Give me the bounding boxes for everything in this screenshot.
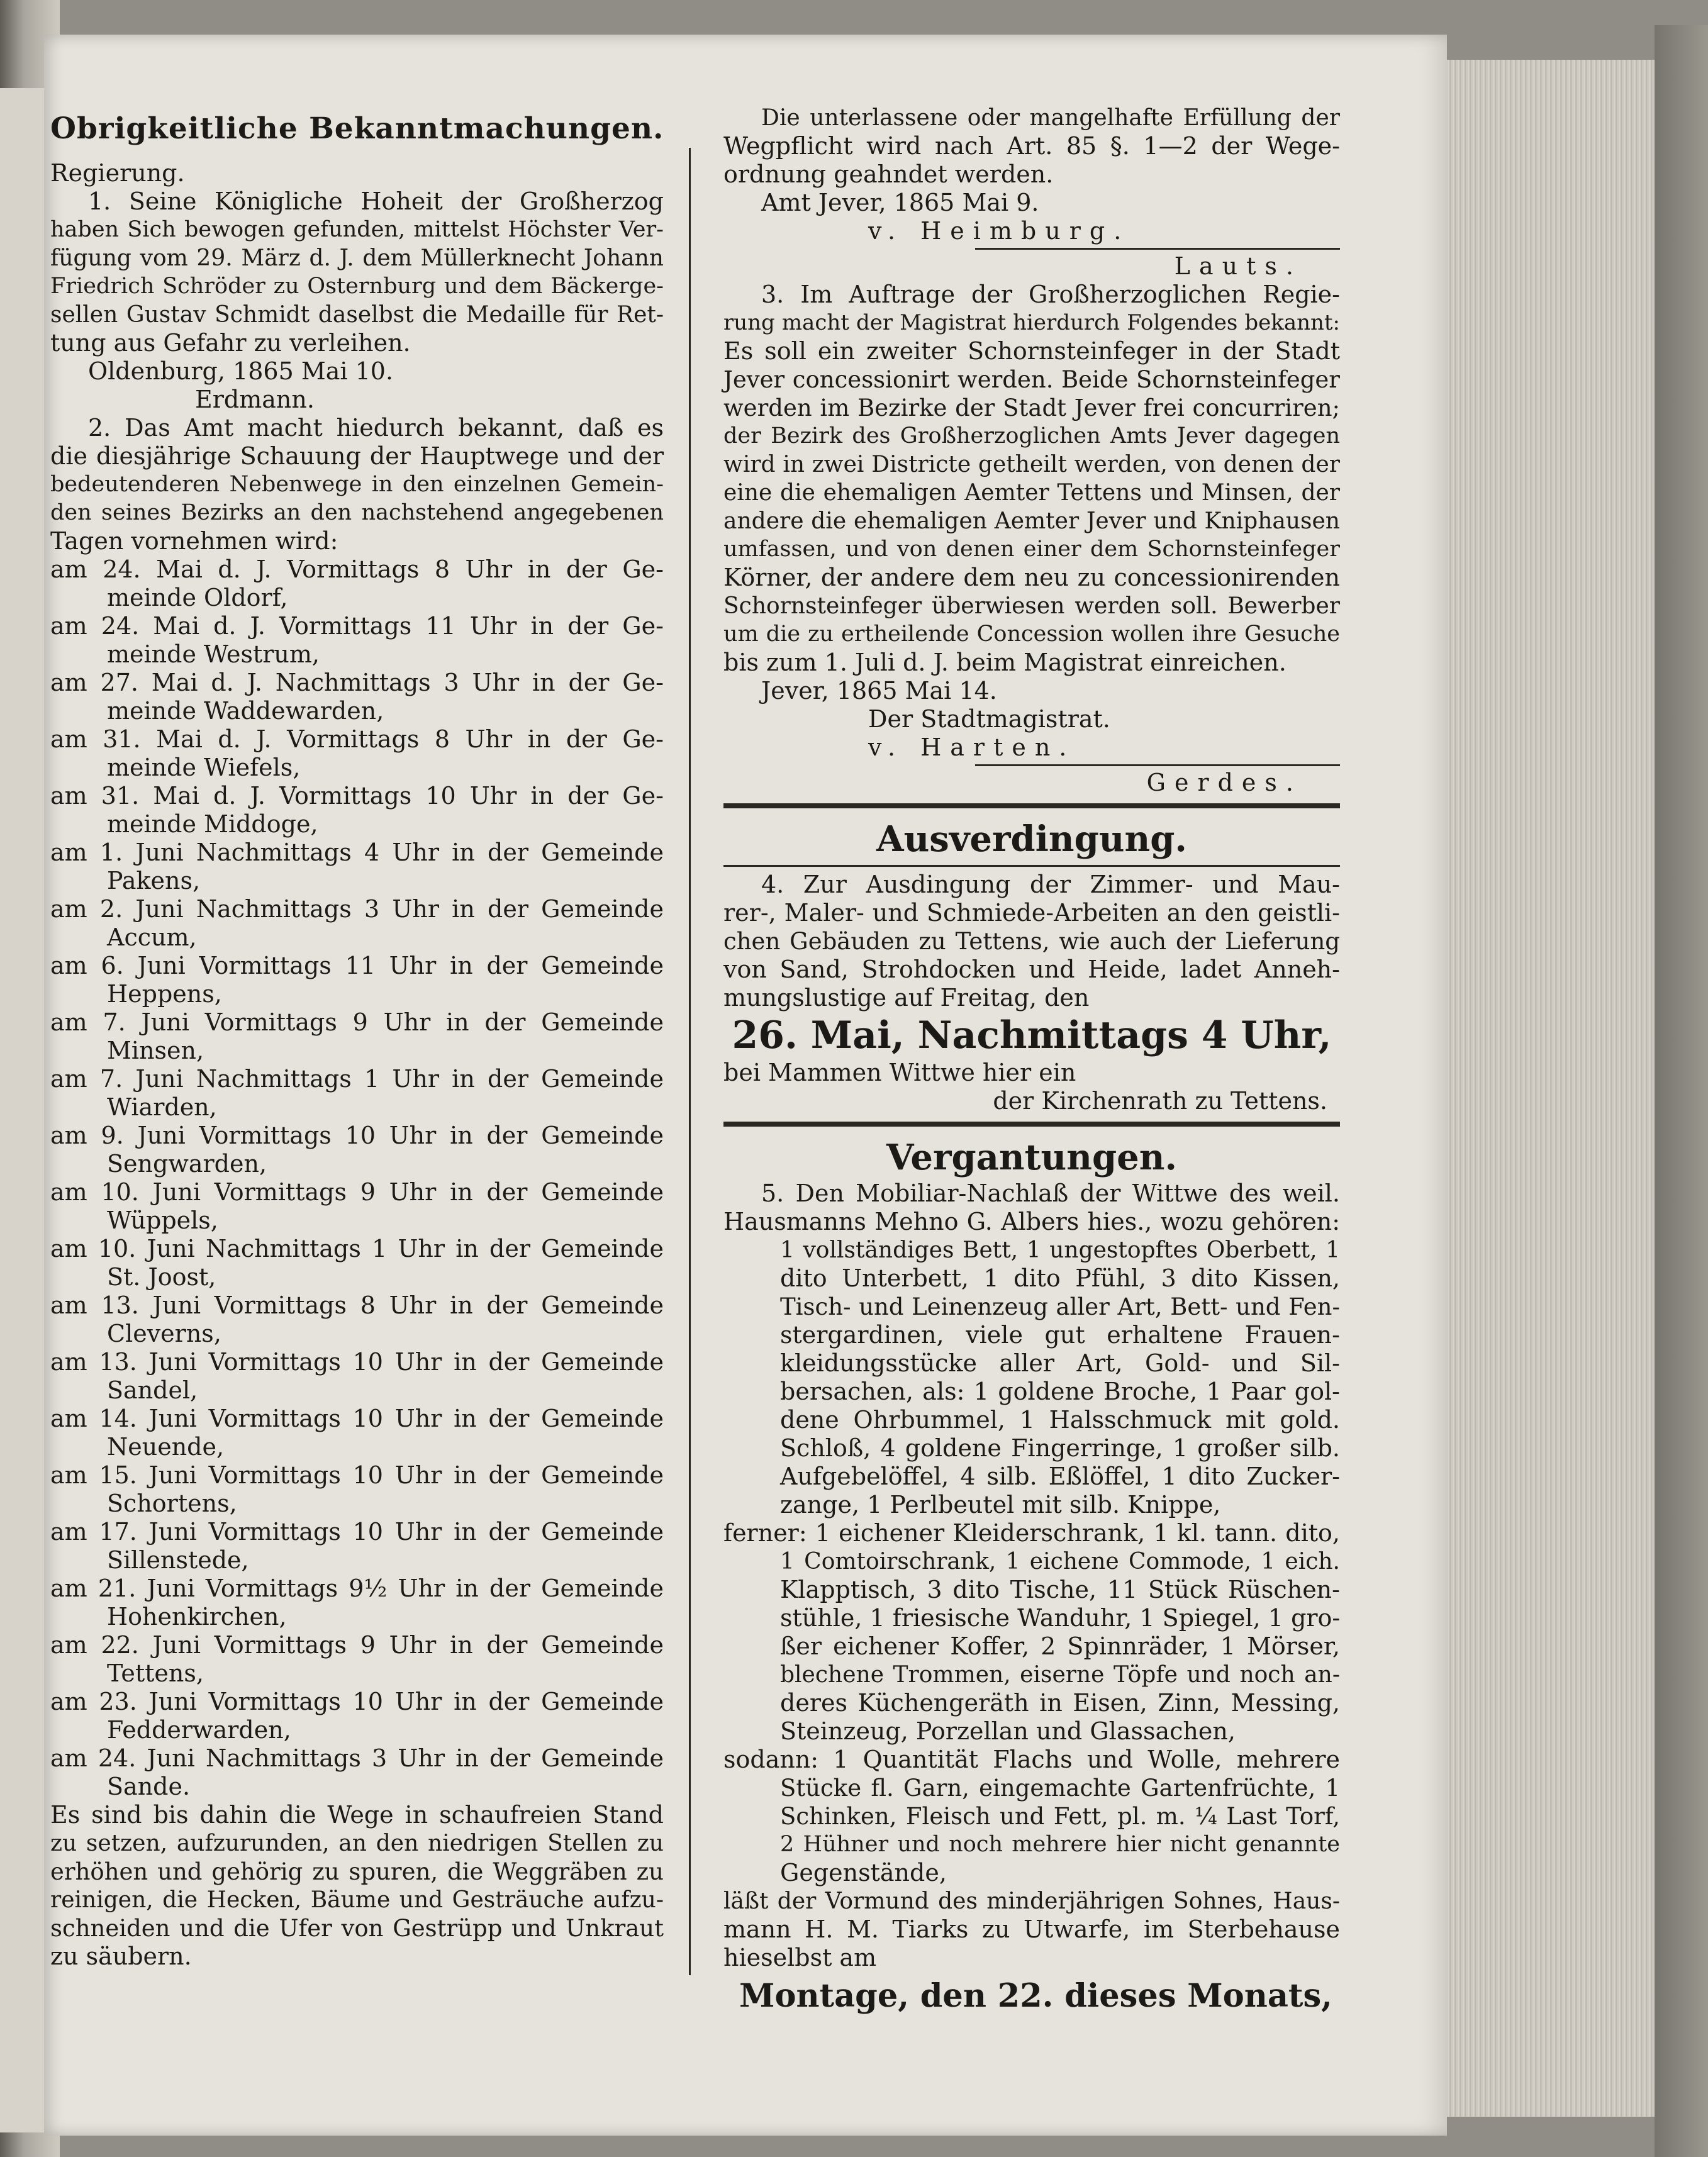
notice-4 — [723, 871, 1340, 1012]
text-line: 1 Comtoirschrank, 1 eichene Commode, 1 eich. — [780, 1549, 1340, 1575]
text-line: Schloß, 4 goldene Fingerringe, 1 großer silb. — [780, 1434, 1340, 1462]
book-cover-edge — [1655, 25, 1708, 2157]
heading-rule — [723, 865, 1340, 867]
text-line: Tagen vornehmen wird: — [50, 527, 338, 555]
section-rule — [723, 803, 1340, 808]
text-line: umfassen, und von denen einer dem Schornsteinfeger — [723, 537, 1340, 562]
text-line: am 24. Juni Nachmittags 3 Uhr in der Gemeinde — [50, 1744, 664, 1772]
text-line: Tettens, — [107, 1659, 204, 1687]
text-line: Der Stadtmagistrat. — [868, 705, 1110, 733]
text-line: Körner, der andere dem neu zu concessionirenden — [723, 564, 1340, 591]
text-line: 1 vollständiges Bett, 1 ungestopftes Oberbett, 1 — [780, 1237, 1340, 1263]
text-line: die diesjährige Schauung der Hauptwege und der — [50, 442, 664, 470]
text-line: Erdmann. — [195, 386, 315, 413]
text-line: reinigen, die Hecken, Bäume und Gesträuche aufzu- — [50, 1887, 664, 1913]
text-line: erhöhen und gehörig zu spuren, die Weggräben zu — [50, 1858, 664, 1885]
signature-lauts: Lauts. — [1174, 252, 1302, 280]
text-line: tung aus Gefahr zu verleihen. — [50, 329, 411, 357]
text-line: bis zum 1. Juli d. J. beim Magistrat einreichen. — [723, 649, 1287, 676]
text-line: sodann: 1 Quantität Flachs und Wolle, mehrere — [723, 1746, 1340, 1773]
left-column-text — [50, 159, 664, 1971]
text-line: am 1. Juni Nachmittags 4 Uhr in der Gemeinde — [50, 839, 664, 866]
text-line: rer-, Maler- und Schmiede-Arbeiten an den geistli- — [723, 899, 1340, 927]
text-line: am 13. Juni Vormittags 8 Uhr in der Gemeinde — [50, 1291, 664, 1319]
text-line: Sengwarden, — [107, 1150, 267, 1178]
text-line: v. Heimburg. — [868, 217, 1130, 245]
text-line: von Sand, Strohdocken und Heide, ladet Anneh- — [723, 956, 1340, 983]
text-line: eine die ehemaligen Aemter Tettens und Minsen, der — [723, 480, 1340, 506]
text-line: 1. Seine Königliche Hoheit der Großherzog — [88, 187, 664, 215]
column-divider — [689, 148, 691, 1975]
text-line: 4. Zur Ausdingung der Zimmer- und Mau- — [761, 871, 1340, 898]
text-line: Tisch- und Leinenzeug aller Art, Bett- und Fen- — [780, 1293, 1340, 1320]
text-line: St. Joost, — [107, 1263, 216, 1291]
facing-page-edge — [0, 88, 44, 2132]
book-fore-edge — [1447, 60, 1655, 2117]
text-line: Hohenkirchen, — [107, 1603, 287, 1630]
text-line: 5. Den Mobiliar-Nachlaß der Wittwe des weil. — [761, 1179, 1340, 1207]
signature-rule — [975, 248, 1340, 250]
text-line: hieselbst am — [723, 1944, 877, 1971]
text-line: Neuende, — [107, 1433, 225, 1461]
text-line: am 13. Juni Vormittags 10 Uhr in der Gemeinde — [50, 1348, 664, 1376]
text-line: dene Ohrbummel, 1 Halsschmuck mit gold. — [780, 1406, 1340, 1434]
text-line: am 9. Juni Vormittags 10 Uhr in der Gemeinde — [50, 1122, 664, 1149]
text-line: Es sind bis dahin die Wege in schaufreien Stand — [50, 1801, 664, 1829]
text-line: Cleverns, — [107, 1320, 221, 1347]
text-line: Oldenburg, 1865 Mai 10. — [88, 357, 394, 385]
text-line: Friedrich Schröder zu Osternburg und dem Bäckerge- — [50, 274, 664, 299]
notice-5 — [723, 1179, 1340, 1972]
text-line: am 21. Juni Vormittags 9½ Uhr in der Gemeinde — [50, 1575, 664, 1602]
text-line: Klapptisch, 3 dito Tische, 11 Stück Rüschen- — [780, 1576, 1340, 1603]
text-line: ordnung geahndet werden. — [723, 160, 1054, 188]
text-line: dito Unterbett, 1 dito Pfühl, 3 dito Kissen, — [780, 1264, 1340, 1292]
text-line: mann H. M. Tiarks zu Utwarfe, im Sterbehause — [723, 1915, 1340, 1943]
text-line: Minsen, — [107, 1037, 204, 1064]
text-line: läßt der Vormund des minderjährigen Sohnes, Haus- — [723, 1888, 1340, 1914]
text-line: bedeutenderen Nebenwege in den einzelnen Gemein- — [50, 472, 664, 497]
text-line: am 31. Mai d. J. Vormittags 8 Uhr in der Ge- — [50, 725, 664, 753]
text-line: am 22. Juni Vormittags 9 Uhr in der Gemeinde — [50, 1631, 664, 1659]
text-line: werden im Bezirke der Stadt Jever frei concurriren; — [723, 394, 1340, 421]
notice-2-continuation — [723, 104, 1340, 245]
text-line: 3. Im Auftrage der Großherzoglichen Regie- — [761, 281, 1340, 308]
text-line: Hausmanns Mehno G. Albers hies., wozu gehören: — [723, 1208, 1340, 1235]
text-line: meinde Westrum, — [107, 640, 320, 668]
text-line: ßer eichener Koffer, 2 Spinnräder, 1 Mörser, — [780, 1632, 1340, 1660]
text-line: am 31. Mai d. J. Vormittags 10 Uhr in der Ge- — [50, 782, 664, 810]
text-line: Sande. — [107, 1773, 191, 1800]
text-line: um die zu ertheilende Concession wollen ihre Gesuche — [723, 621, 1340, 647]
text-line: am 24. Mai d. J. Vormittags 8 Uhr in der Ge- — [50, 555, 664, 583]
text-line: am 6. Juni Vormittags 11 Uhr in der Gemeinde — [50, 952, 664, 979]
text-line: Regierung. — [50, 159, 185, 187]
text-line: Pakens, — [107, 867, 201, 895]
left-column — [50, 104, 664, 1971]
text-line: wird in zwei Districte getheilt werden, von denen der — [723, 452, 1340, 477]
text-line: meinde Middoge, — [107, 810, 318, 838]
text-line: blechene Trommen, eiserne Töpfe und noch an- — [780, 1662, 1340, 1688]
text-line: Aufgebelöffel, 4 silb. Eßlöffel, 1 dito Zucker- — [780, 1463, 1340, 1490]
text-line: Amt Jever, 1865 Mai 9. — [761, 189, 1039, 216]
text-line: 2. Das Amt macht hiedurch bekannt, daß es — [88, 414, 664, 442]
text-line: am 27. Mai d. J. Nachmittags 3 Uhr in der Ge- — [50, 669, 664, 696]
notice-4-date: 26. Mai, Nachmittags 4 Uhr, — [732, 1013, 1332, 1057]
text-line: am 17. Juni Vormittags 10 Uhr in der Gemeinde — [50, 1518, 664, 1546]
text-line: stergardinen, viele gut erhaltene Frauen- — [780, 1321, 1340, 1349]
text-line: kleidungsstücke aller Art, Gold- und Sil- — [780, 1349, 1340, 1377]
text-line: am 2. Juni Nachmittags 3 Uhr in der Gemeinde — [50, 895, 664, 923]
text-line: am 10. Juni Vormittags 9 Uhr in der Gemeinde — [50, 1178, 664, 1206]
signature-rule — [975, 764, 1340, 766]
text-line: zu säubern. — [50, 1942, 192, 1970]
text-line: 2 Hühner und noch mehrere hier nicht genannte — [780, 1832, 1340, 1857]
text-line: den seines Bezirks an den nachstehend angegebenen — [50, 500, 664, 525]
text-line: stühle, 1 friesische Wanduhr, 1 Spiegel, 1 gro- — [780, 1604, 1341, 1632]
text-line: am 10. Juni Nachmittags 1 Uhr in der Gemeinde — [50, 1235, 664, 1262]
notice-5-date: Montage, den 22. dieses Monats, — [739, 1977, 1332, 2015]
text-line: am 24. Mai d. J. Vormittags 11 Uhr in der Ge- — [50, 612, 664, 640]
text-line: andere die ehemaligen Aemter Jever und Kniphausen — [723, 508, 1340, 534]
text-line: meinde Oldorf, — [107, 584, 288, 611]
text-line: sellen Gustav Schmidt daselbst die Medaille für Ret- — [50, 302, 664, 328]
section-heading-vergantungen: Vergantungen. — [886, 1137, 1177, 1178]
text-line: bersachen, als: 1 goldene Broche, 1 Paar gol- — [780, 1378, 1340, 1405]
text-line: ferner: 1 eichener Kleiderschrank, 1 kl. tann. dito, — [723, 1519, 1340, 1547]
section-heading-ausverdingung: Ausverdingung. — [876, 818, 1187, 860]
text-line: Wegpflicht wird nach Art. 85 §. 1—2 der Wege- — [723, 132, 1340, 160]
text-line: Gegenstände, — [780, 1859, 947, 1887]
text-line: Jever, 1865 Mai 14. — [761, 677, 997, 705]
text-line: fügung vom 29. März d. J. dem Müllerknecht Johann — [50, 245, 664, 271]
text-line: mungslustige auf Freitag, den — [723, 984, 1090, 1012]
right-column — [723, 104, 1340, 2020]
signature-gerdes: Gerdes. — [1146, 769, 1302, 796]
text-line: am 14. Juni Vormittags 10 Uhr in der Gemeinde — [50, 1405, 664, 1432]
text-line: Stücke fl. Garn, eingemachte Gartenfrüchte, 1 — [780, 1775, 1340, 1802]
text-line: chen Gebäuden zu Tettens, wie auch der Lieferung — [723, 928, 1340, 955]
section-rule — [723, 1122, 1340, 1127]
text-line: Fedderwarden, — [107, 1716, 291, 1744]
text-line: Schornsteinfeger überwiesen werden soll. Bewerber — [723, 593, 1340, 619]
notice-3 — [723, 281, 1340, 762]
text-line: Wüppels, — [107, 1207, 218, 1234]
text-line: am 7. Juni Vormittags 9 Uhr in der Gemeinde — [50, 1008, 664, 1036]
text-line: meinde Wiefels, — [107, 754, 301, 781]
text-line: Sandel, — [107, 1376, 198, 1404]
text-line: Jever concessionirt werden. Beide Schornsteinfeger — [723, 366, 1340, 393]
text-line: am 7. Juni Nachmittags 1 Uhr in der Gemeinde — [50, 1065, 664, 1093]
text-line: am 15. Juni Vormittags 10 Uhr in der Gemeinde — [50, 1461, 664, 1489]
text-line: meinde Waddewarden, — [107, 697, 384, 725]
text-line: zange, 1 Perlbeutel mit silb. Knippe, — [780, 1491, 1221, 1519]
text-line: am 23. Juni Vormittags 10 Uhr in der Gemeinde — [50, 1688, 664, 1715]
text-line: Die unterlassene oder mangelhafte Erfüllung der — [761, 105, 1340, 131]
text-line: der Bezirk des Großherzoglichen Amts Jever dagegen — [723, 423, 1340, 449]
section-heading-official-notices: Obrigkeitliche Bekanntmachungen. — [50, 111, 664, 146]
text-line: Es soll ein zweiter Schornsteinfeger in der Stadt — [723, 337, 1340, 365]
text-line: Heppens, — [107, 980, 222, 1008]
text-line: Steinzeug, Porzellan und Glassachen, — [780, 1717, 1236, 1745]
text-line: Accum, — [107, 923, 197, 951]
text-line: Sillenstede, — [107, 1546, 249, 1574]
text-line: haben Sich bewogen gefunden, mittelst Höchster Ver- — [50, 217, 664, 242]
notice-4-signature: der Kirchenrath zu Tettens. — [993, 1087, 1327, 1115]
text-line: v. Harten. — [868, 733, 1076, 761]
text-line: deres Küchengeräth in Eisen, Zinn, Messing, — [780, 1689, 1340, 1717]
text-line: Wiarden, — [107, 1093, 217, 1121]
text-line: rung macht der Magistrat hierdurch Folgendes bekannt: — [723, 310, 1340, 335]
text-line: zu setzen, aufzurunden, an den niedrigen Stellen zu — [50, 1831, 664, 1856]
text-line: schneiden und die Ufer von Gestrüpp und Unkraut — [50, 1915, 664, 1942]
notice-4-location: bei Mammen Wittwe hier ein — [723, 1059, 1076, 1086]
text-line: Schortens, — [107, 1490, 237, 1517]
text-line: Schinken, Fleisch und Fett, pl. m. ¼ Last Torf, — [780, 1803, 1340, 1830]
